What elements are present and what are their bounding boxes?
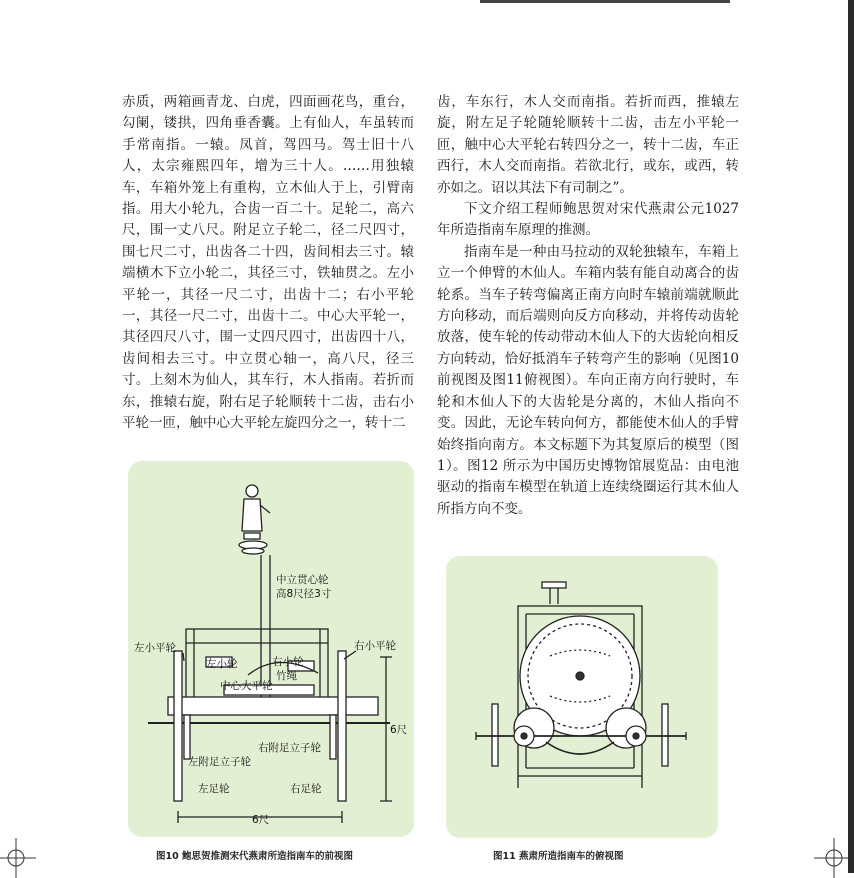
label-left-small: 左小轮 [206, 658, 238, 670]
registration-mark-left [0, 838, 38, 878]
right-paragraph-1: 齿，车东行，木人交而南指。若折而西，推辕左旋，附左足子轮随轮顺转十二齿，击左小平轮一匝，触中心大平轮右转四分之一，转十二齿，车正西行，木人交而南指。若欲北行，或东，或西，转亦如之。诏以其法下有司制之”。 [437, 94, 739, 196]
right-paragraph-3: 指南车是一种由马拉动的双轮独辕车，车箱上立一个伸臂的木仙人。车箱内装有能自动离合的齿轮系。当车子转弯偏离正南方向时车辕前端就顺此方向移动，而后端则向反方向移动，并将传动齿轮放落，使车轮的传动带动木仙人下的大齿轮向相反方向转动，恰好抵消车子转弯产生的影响（见图10前视图及图11俯视图）。车向正南方向行驶时，车轮和木仙人下的大齿轮是分离的，木仙人指向不变。因此，无论车转向何方，都能使木仙人的手臂始终指向南方。本文标题下为其复原后的模型（图1）。图12 所示为中国历史博物馆展览品：由电池驱动的指南车模型在轨道上连续绕圈运行其木仙人所指方向不变。 [437, 243, 739, 517]
right-column [437, 92, 739, 520]
registration-mark-right [812, 838, 852, 878]
figure-11-drawing [446, 556, 718, 838]
label-right-small: 右小轮 [272, 656, 304, 668]
page-edge [848, 0, 854, 873]
label-left-wheel: 左足轮 [198, 783, 230, 795]
label-height: 6尺 [390, 724, 408, 736]
label-width: 6尺 [252, 814, 270, 826]
figure-10-drawing [128, 461, 414, 837]
label-center-axle-1: 中立贯心轮 [276, 574, 329, 586]
label-center-big-flat: 中心大平轮 [220, 680, 273, 692]
figure-10-front-view [128, 461, 414, 837]
left-column [122, 92, 414, 435]
label-rope: 竹绳 [276, 670, 297, 682]
figure-11-caption: 图11 燕肃所造指南车的俯视图 [493, 851, 624, 862]
label-left-sub-gear: 左附足立子轮 [188, 756, 251, 768]
figure-11-top-view [446, 556, 718, 838]
label-right-wheel: 右足轮 [290, 783, 322, 795]
figure-10-caption: 图10 鲍思贺推测宋代燕肃所造指南车的前视图 [156, 851, 354, 862]
right-paragraph-2: 下文介绍工程师鲍思贺对宋代燕肃公元1027年所造指南车原理的推测。 [437, 201, 739, 239]
header-strip [480, 0, 730, 3]
left-paragraph: 赤质，两箱画青龙、白虎，四面画花鸟，重台，勾阑，镂拱，四角垂香囊。上有仙人，车虽转而手常南指。一辕。凤首，驾四马。驾士旧十八人，太宗雍熙四年，增为三十人。……用独辕车，车箱外笼上有重构，立木仙人于上，引臂南指。用大小轮九，合齿一百二十。足轮二，高六尺，围一丈八尺。附足立子轮二，径二尺四寸，围七尺二寸，出齿各二十四，齿间相去三寸。辕端横木下立小轮二，其径三寸，铁轴贯之。左小平轮一，其径一尺二寸，出齿十二；右小平轮一，其径一尺二寸，出齿十二。中心大平轮一，其径四尺八寸，围一丈四尺四寸，出齿四十八，齿间相去三寸。中立贯心轴一，高八尺，径三寸。上刻木为仙人，其车行，木人指南。若折而东，推辕右旋，附右足子轮顺转十二齿，击右小平轮一匝，触中心大平轮左旋四分之一，转十二 [122, 94, 414, 432]
label-right-small-flat: 右小平轮 [354, 640, 396, 652]
label-center-axle-2: 高8尺径3寸 [276, 588, 332, 600]
label-right-sub-gear: 右附足立子轮 [258, 742, 321, 754]
label-left-small-flat: 左小平轮 [134, 642, 176, 654]
